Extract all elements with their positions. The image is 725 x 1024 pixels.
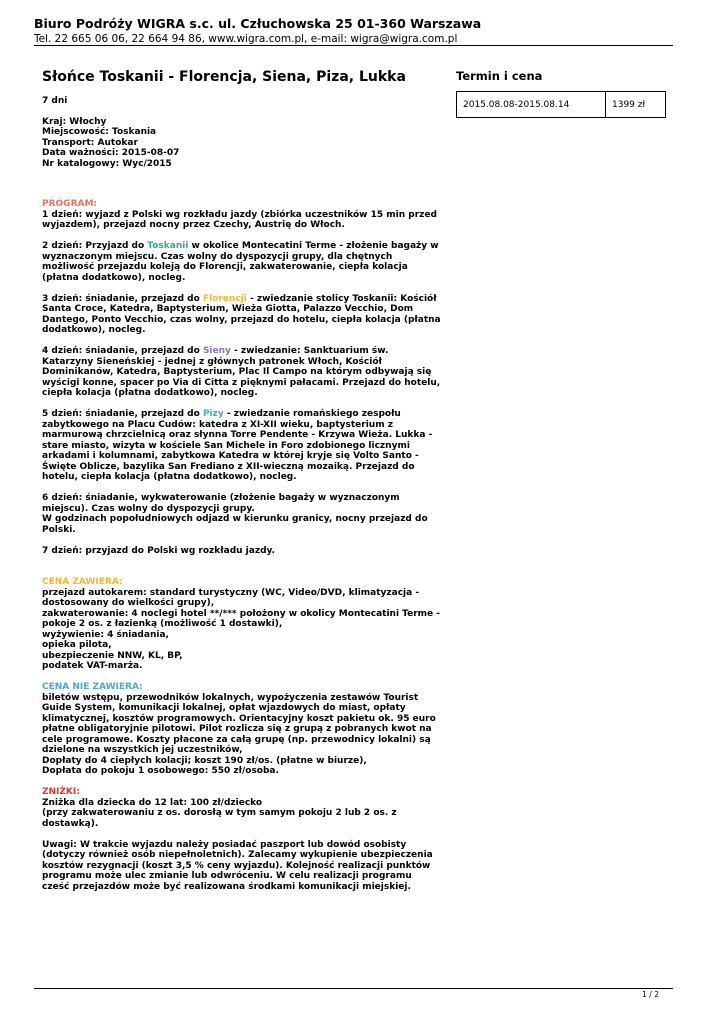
header-divider <box>34 45 673 46</box>
excludes-item: Dopłaty do 4 ciepłych kolacji; koszt 190 zł/os. (płatne w biurze), <box>42 755 367 766</box>
includes-item: opieka pilota, <box>42 640 112 650</box>
offer-meta <box>42 117 442 170</box>
program-day-1: 1 dzień: wyjazd z Polski wg rozkładu jazdy (zbiórka uczestników 15 min przed wyjazdem), przejazd nocny przez Czechy, Austrię do Włoch. <box>42 209 437 230</box>
terms-table <box>456 91 666 118</box>
program-heading: PROGRAM: <box>42 199 98 209</box>
program-day-2: 2 dzień: Przyjazd do Toskanii w okolice Montecatini Terme - złożenie bagaży w wyznaczonym miejscu. Czas wolny do dyspozycji grupy, dla chętnych możliwość przejazdu koleją do Florencji, zakwaterowanie, ciepła kolacja (płatna dodatkowo), nocleg. <box>42 241 439 283</box>
term-dates: 2015.08.08-2015.08.14 <box>457 92 606 118</box>
agency-header <box>34 16 674 46</box>
program-day-7: 7 dzień: przyjazd do Polski wg rozkładu jazdy. <box>42 545 275 556</box>
place-piza: Pizy <box>202 409 224 419</box>
agency-contact: Tel. 22 665 06 06, 22 664 94 86, www.wigra.com.pl, e-mail: wigra@wigra.com.pl <box>34 33 458 45</box>
includes-item: wyżywienie: 4 śniadania, <box>42 629 169 640</box>
program-day-6b: W godzinach popołudniowych odjazd w kierunku granicy, nocny przejazd do Polski. <box>42 514 428 535</box>
includes-item: ubezpieczenie NNW, KL, BP, <box>42 650 183 661</box>
meta-catalog-no: Nr katalogowy: Wyc/2015 <box>42 158 172 169</box>
program-day-5: 5 dzień: śniadanie, przejazd do Pizy - zwiedzanie romańskiego zespołu zabytkowego na Placu Cudów: katedra z XI-XII wieku, baptysterium z marmurową chrzcielnicą oraz słynna Torre Pendente - Krzywa Wieża. Lukka - stare miasto, wizyta w kościele San Michele in Foro zdobionego licznymi arkadami i kolumnami, zabytkowa Katedra w której kryje się Volto Santo - Święte Oblicze, bazylika San Frediano z XII-wieczną mozaiką. Przejazd do hotelu, ciepła kolacja (płatna dodatkowo), nocleg. <box>42 409 433 482</box>
footer-divider <box>34 988 673 989</box>
program-day-6a: 6 dzień: śniadanie, wykwaterowanie (złożenie bagaży w wyznaczonym miejscu). Czas wolny do dyspozycji grupy. <box>42 493 400 514</box>
terms-panel <box>456 69 666 118</box>
discount-child: Zniżka dla dziecka do 12 lat: 100 zł/dziecko <box>42 797 263 808</box>
table-row <box>457 92 666 118</box>
discounts-heading: ZNIŻKI: <box>42 787 80 797</box>
program-day-3: 3 dzień: śniadanie, przejazd do Florencji - zwiedzanie stolicy Toskanii: Kościół Santa Croce, Katedra, Baptysterium, Wieża Giotta, Palazzo Vecchio, Dom Dantego, Ponto Vecchio, czas wolny, przejazd do hotelu, ciepła kolacja (płatna dodatkowo), nocleg. <box>42 293 441 335</box>
agency-name: Biuro Podróży WIGRA s.c. ul. Człuchowska 25 01-360 Warszawa <box>34 16 482 31</box>
excludes-heading: CENA NIE ZAWIERA: <box>42 682 143 692</box>
meta-valid-date: Data ważności: 2015-08-07 <box>42 148 180 158</box>
program-day-4: 4 dzień: śniadanie, przejazd do Sieny - zwiedzanie: Sanktuarium św. Katarzyny Sieneńskiej - jednej z głównych patronek Włoch, Kościół Dominikanów, Katedra, Baptysterium, Plac Il Campo na którym odbywają się wyścigi konne, spacer po Via di Citta z pięknymi pałacami. Przejazd do hotelu, ciepła kolacja (płatna dodatkowo), nocleg. <box>42 346 441 398</box>
includes-item: podatek VAT-marża. <box>42 661 143 671</box>
page-number: 1 / 2 <box>642 990 659 999</box>
place-siena: Sieny <box>202 346 231 356</box>
includes-item: przejazd autokarem: standard turystyczny (WC, Video/DVD, klimatyzacja - dostosowany do wielkości grupy), <box>42 587 420 608</box>
excludes-item: Dopłata do pokoju 1 osobowego: 550 zł/osoba. <box>42 766 279 776</box>
offer-title: Słońce Toskanii - Florencja, Siena, Piza, Lukka <box>42 69 406 85</box>
includes-heading: CENA ZAWIERA: <box>42 577 123 587</box>
meta-location: Miejscowość: Toskania <box>42 127 157 137</box>
meta-country: Kraj: Włochy <box>42 116 107 127</box>
term-price: 1399 zł <box>606 92 666 118</box>
offer-main <box>42 69 442 892</box>
includes-item: zakwaterowanie: 4 noclegi hotel **/*** położony w okolicy Montecatini Terme - pokoje 2 os. z łazienką (możliwość 1 dostawki), <box>42 608 441 629</box>
remarks: Uwagi: W trakcie wyjazdu należy posiadać paszport lub dowód osobisty (dotyczy również osób niepełnoletnich). Zalecamy wykupienie ubezpieczenia kosztów rezygnacji (koszt 3,5 % ceny wyjazdu). Kolejność realizacji punktów programu może ulec zmianie lub odwróceniu. W celu realizacji programu cześć przejazdów może być realizowana środkami komunikacji miejskiej. <box>42 839 433 892</box>
place-toskania: Toskanii <box>147 241 189 251</box>
place-florencja: Florencji <box>202 293 247 304</box>
meta-transport: Transport: Autokar <box>42 137 138 148</box>
discount-child-note: (przy zakwaterowaniu z os. dorosłą w tym samym pokoju 2 lub 2 os. z dostawką). <box>42 808 397 829</box>
excludes-text: biletów wstępu, przewodników lokalnych, wypożyczenia zestawów Tourist Guide System, komunikacji lokalnej, opłat wjazdowych do miast, opłaty klimatycznej, kosztów programowych. Orientacyjny koszt pakietu ok. 95 euro płatne obligatoryjnie pilotowi. Pilot rozlicza się z grupą z pobranych kwot na cele programowe. Koszty płacone za całą grupę (np. przewodnicy lokalni) są dzielone na wszystkich jej uczestników, <box>42 692 436 755</box>
offer-duration: 7 dni <box>42 96 68 106</box>
terms-heading: Termin i cena <box>456 69 543 83</box>
